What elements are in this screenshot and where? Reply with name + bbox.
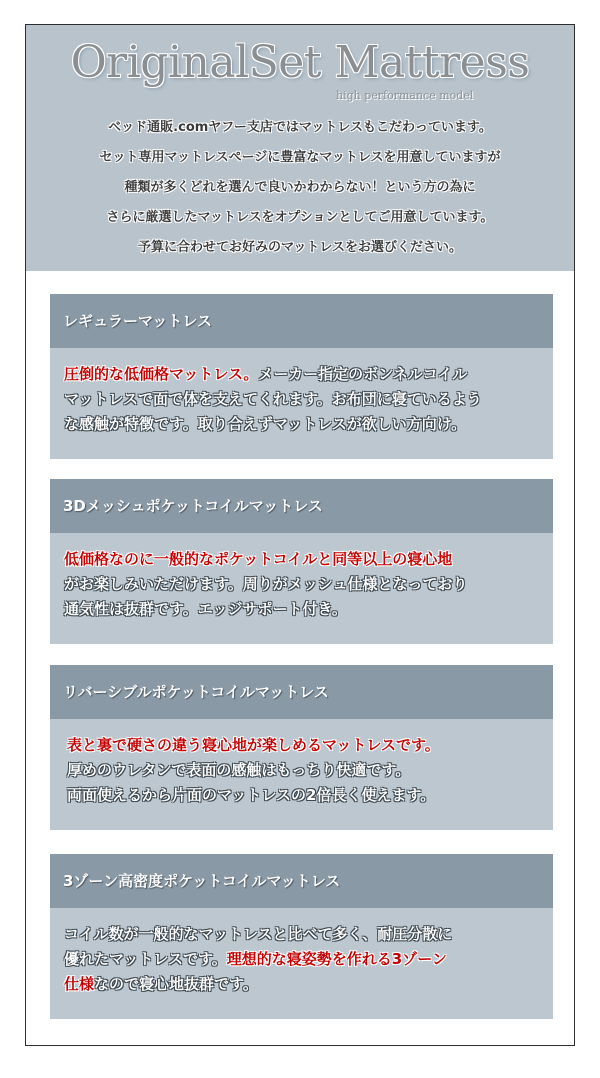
intro-line: 種類が多くどれを選んで良いかわからない！という方の為に — [124, 180, 476, 195]
description-line: な感触が特徴です。取り合えずマットレスが欲しい方向け。 — [64, 415, 467, 433]
section-heading: 3ゾーン高密度ポケットコイルマットレス — [50, 854, 553, 908]
highlight-text: 仕様 — [64, 975, 95, 993]
description-text: 優れたマットレスです。 — [64, 950, 227, 968]
section-heading: 3Dメッシュポケットコイルマットレス — [50, 479, 553, 533]
section-reversible-pocket-coil — [50, 665, 553, 830]
section-description — [50, 908, 553, 1019]
section-heading: レギュラーマットレス — [50, 294, 553, 348]
section-heading: リバーシブルポケットコイルマットレス — [50, 665, 553, 719]
section-3d-mesh-pocket-coil — [50, 479, 553, 644]
intro-line: さらに厳選したマットレスをオプションとしてご用意しています。 — [106, 210, 494, 225]
intro-line: ベッド通販.comヤフー支店ではマットレスもこだわっています。 — [108, 120, 492, 135]
highlight-text: 圧倒的な低価格マットレス。 — [64, 365, 259, 383]
description-line: 厚めのウレタンで表面の感触はもっちり快適です。 — [67, 761, 411, 779]
intro-text — [26, 113, 574, 263]
section-description — [50, 533, 553, 644]
highlight-text: 表と裏で硬さの違う寝心地が楽しめるマットレスです。 — [67, 736, 440, 754]
intro-line: セット専用マットレスページに豊富なマットレスを用意していますが — [99, 150, 501, 165]
description-text: メーカー指定のボンネルコイル — [258, 365, 468, 383]
description-text: なので寝心地抜群です。 — [94, 975, 258, 993]
highlight-text: 理想的な寝姿勢を作れる3ゾーン — [226, 950, 447, 968]
page-title: OriginalSet Mattress — [70, 37, 530, 88]
description-line: 両面使えるから片面のマットレスの2倍長く使えます。 — [67, 786, 436, 804]
section-3zone-pocket-coil — [50, 854, 553, 1019]
section-description — [50, 348, 553, 459]
description-line: マットレスで面で体を支えてくれます。お布団に寝ているよう — [64, 390, 482, 408]
header-banner — [26, 25, 574, 271]
description-line: コイル数が一般的なマットレスと比べて多く、耐圧分散に — [64, 925, 453, 943]
description-line: 通気性は抜群です。エッジサポート付き。 — [64, 600, 347, 618]
highlight-text: 低価格なのに一般的なポケットコイルと同等以上の寝心地 — [64, 550, 453, 568]
page-subtitle: high performance model — [336, 89, 474, 102]
description-line: がお楽しみいただけます。周りがメッシュ仕様となっており — [64, 575, 468, 593]
section-description — [50, 719, 553, 830]
mattress-panel — [25, 24, 575, 1046]
intro-line: 予算に合わせてお好みのマットレスをお選びください。 — [137, 240, 463, 255]
section-regular-mattress — [50, 294, 553, 459]
